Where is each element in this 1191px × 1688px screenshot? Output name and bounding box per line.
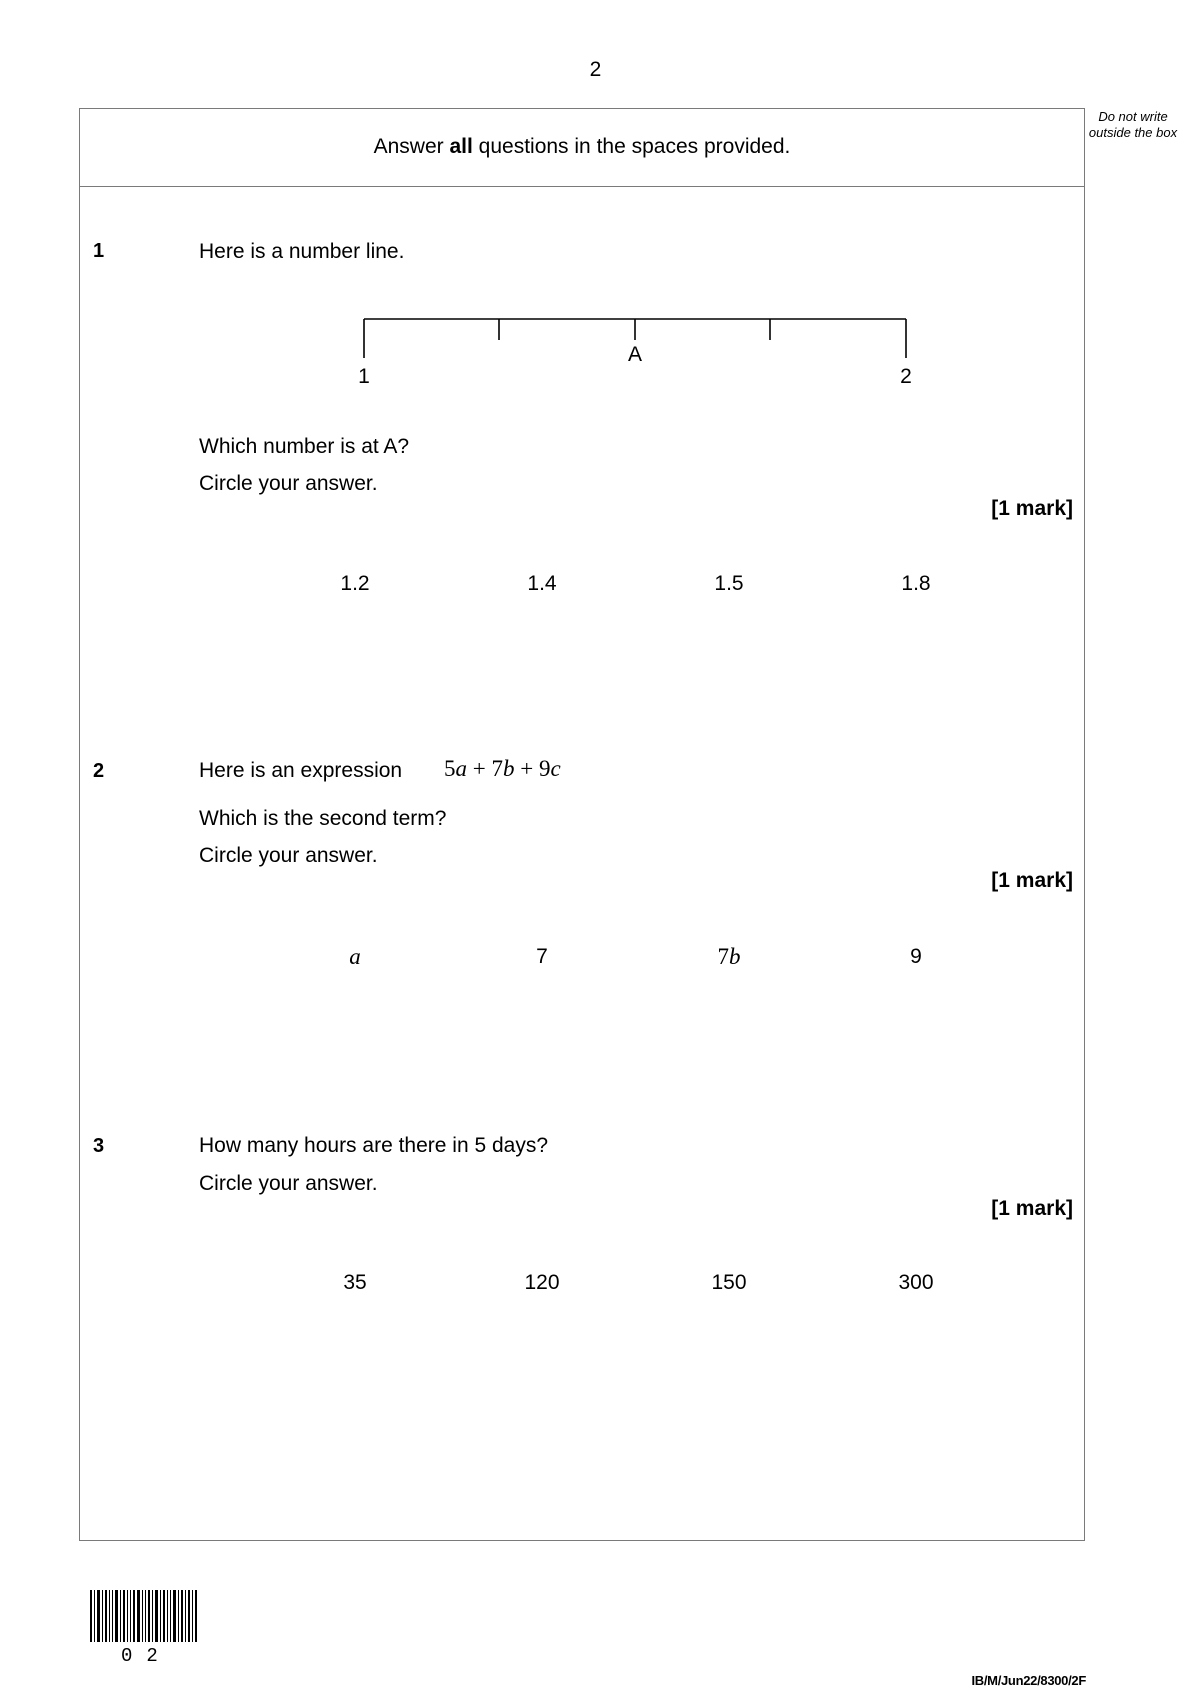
instructions-header xyxy=(79,108,1085,187)
question-1-text: Here is a number line. xyxy=(199,240,405,263)
q2-option[interactable]: 7b xyxy=(717,944,741,969)
question-2-number: 2 xyxy=(93,760,105,782)
question-2-instruction: Circle your answer. xyxy=(199,844,378,867)
barcode xyxy=(90,1590,200,1642)
instructions-post: questions in the spaces provided. xyxy=(472,135,791,158)
question-2-mark: [1 mark] xyxy=(991,869,1073,892)
q1-option[interactable]: 1.8 xyxy=(901,572,931,595)
margin-note: Do not write outside the box xyxy=(1088,109,1178,140)
question-3-number: 3 xyxy=(93,1135,105,1157)
question-3-instruction: Circle your answer. xyxy=(199,1172,378,1195)
page-number: 2 xyxy=(589,58,602,81)
q2-option[interactable]: a xyxy=(349,944,361,969)
q2-option[interactable]: 9 xyxy=(910,945,922,968)
q3-option[interactable]: 300 xyxy=(898,1271,934,1294)
paper-code: IB/M/Jun22/8300/2F xyxy=(971,1673,1086,1688)
q3-option[interactable]: 120 xyxy=(524,1271,560,1294)
question-2-prompt: Which is the second term? xyxy=(199,807,447,830)
number-line-end-label: 2 xyxy=(900,365,912,388)
question-1-mark: [1 mark] xyxy=(991,497,1073,520)
question-1-number: 1 xyxy=(93,240,105,262)
question-1-prompt: Which number is at A? xyxy=(199,435,410,458)
barcode-number: 02 xyxy=(121,1645,172,1667)
instructions-pre: Answer xyxy=(373,135,450,158)
expression: 5a + 7b + 9c xyxy=(444,756,561,781)
question-2-intro: Here is an expression xyxy=(199,759,403,782)
number-line-point-label: A xyxy=(627,343,642,366)
q1-option[interactable]: 1.5 xyxy=(714,572,744,595)
q3-option[interactable]: 150 xyxy=(711,1271,747,1294)
q1-option[interactable]: 1.4 xyxy=(527,572,557,595)
question-1-instruction: Circle your answer. xyxy=(199,472,378,495)
number-line-start-label: 1 xyxy=(358,365,370,388)
question-3-prompt: How many hours are there in 5 days? xyxy=(199,1134,549,1157)
question-3-mark: [1 mark] xyxy=(991,1197,1073,1220)
instructions-bold: all xyxy=(449,135,473,158)
q1-option[interactable]: 1.2 xyxy=(340,572,370,595)
q3-option[interactable]: 35 xyxy=(343,1271,367,1294)
q2-option[interactable]: 7 xyxy=(536,945,548,968)
